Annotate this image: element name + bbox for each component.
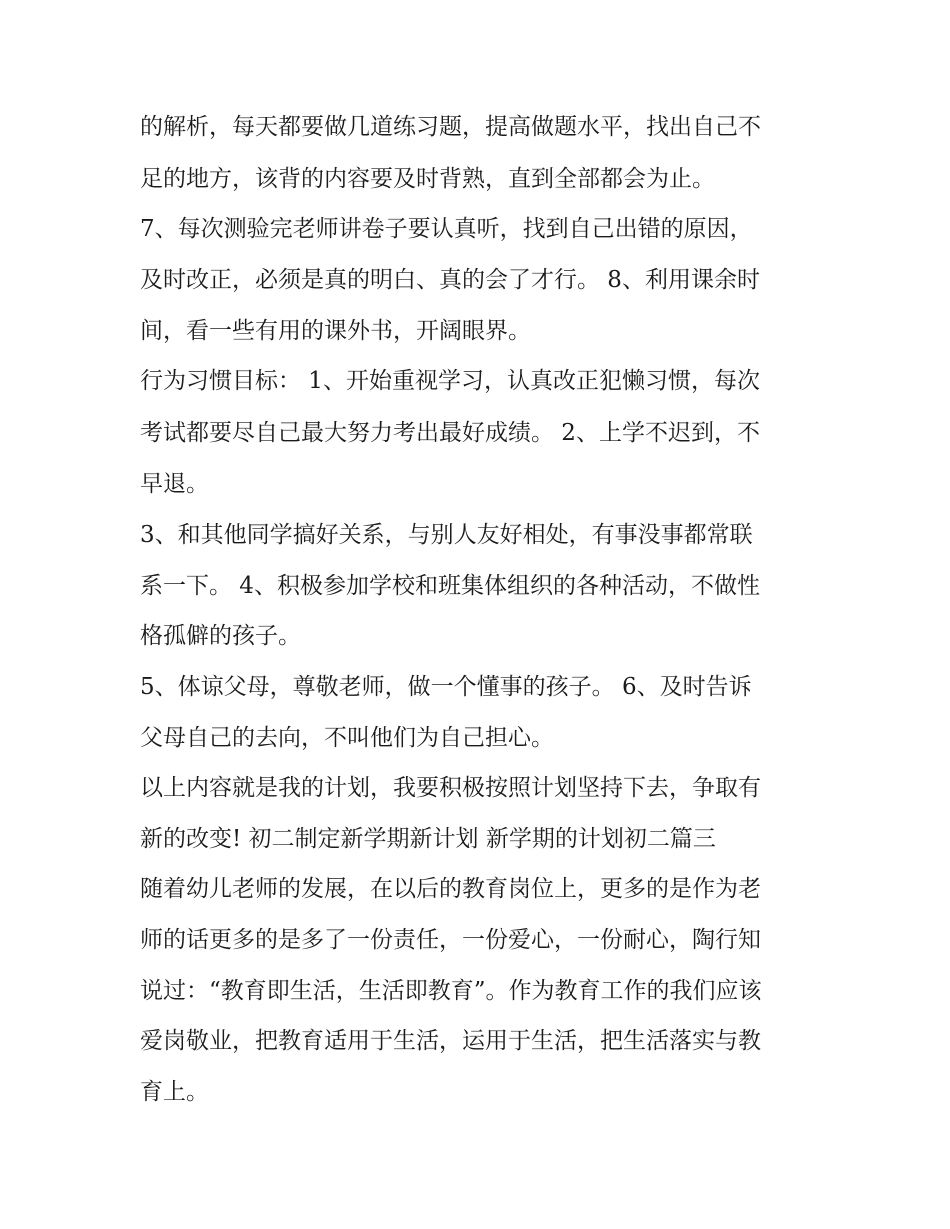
text-line-4: 及时改正，必须是真的明白、真的会了才行。 8、利用课余时 <box>140 267 760 293</box>
text-line-8: 早退。 <box>140 471 209 497</box>
text-line-20: 育上。 <box>140 1079 209 1105</box>
text-line-15: 新的改变! 初二制定新学期新计划 新学期的计划初二篇三 <box>140 826 716 852</box>
text-line-2: 足的地方，该背的内容要及时背熟，直到全部都会为止。 <box>140 166 715 192</box>
text-line-7: 考试都要尽自己最大努力考出最好成绩。 2、上学不迟到，不 <box>140 420 760 446</box>
text-line-18: 说过：“教育即生活，生活即教育”。作为教育工作的我们应该 <box>140 978 762 1004</box>
text-line-3: 7、每次测验完老师讲卷子要认真听，找到自己出错的原因， <box>140 216 753 242</box>
text-line-9: 3、和其他同学搞好关系，与别人友好相处，有事没事都常联 <box>140 522 753 548</box>
text-line-16: 随着幼儿老师的发展，在以后的教育岗位上，更多的是作为老 <box>140 876 761 902</box>
text-line-17: 师的话更多的是多了一份责任，一份爱心，一份耐心，陶行知 <box>140 927 761 953</box>
text-line-12: 5、体谅父母，尊敬老师，做一个懂事的孩子。 6、及时告诉 <box>140 674 752 700</box>
text-line-10: 系一下。 4、积极参加学校和班集体组织的各种活动，不做性 <box>140 573 760 599</box>
text-line-6: 行为习惯目标： 1、开始重视学习，认真改正犯懒习惯，每次 <box>140 368 760 394</box>
text-line-11: 格孤僻的孩子。 <box>140 623 301 649</box>
text-line-1: 的解析，每天都要做几道练习题，提高做题水平，找出自己不 <box>140 114 761 140</box>
text-line-5: 间，看一些有用的课外书，开阔眼界。 <box>140 318 531 344</box>
text-line-14: 以上内容就是我的计划，我要积极按照计划坚持下去，争取有 <box>140 775 761 801</box>
text-line-13: 父母自己的去向，不叫他们为自己担心。 <box>140 725 554 751</box>
text-line-19: 爱岗敬业，把教育适用于生活，运用于生活，把生活落实与教 <box>140 1028 761 1054</box>
